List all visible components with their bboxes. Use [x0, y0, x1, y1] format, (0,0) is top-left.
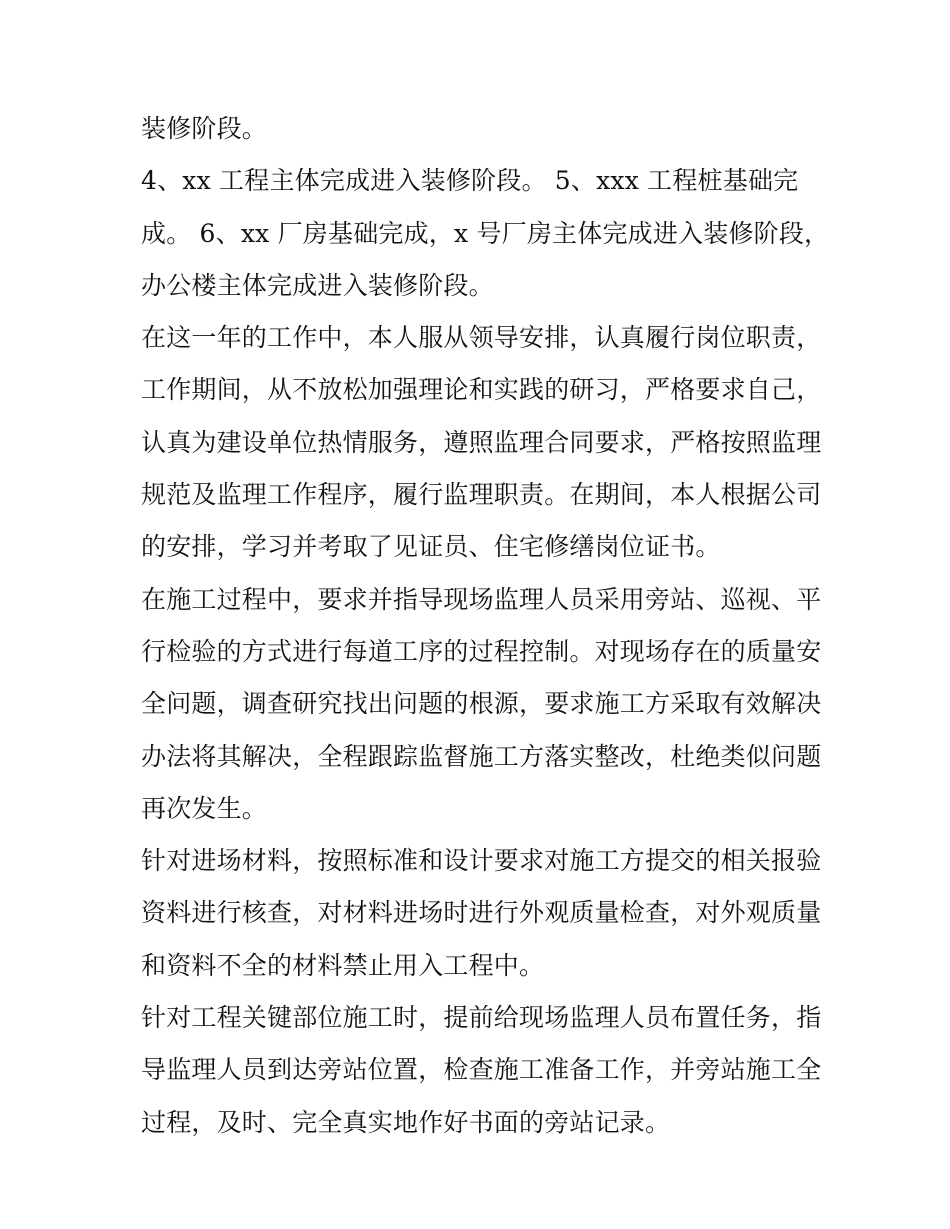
text-line: 成。 6、xx 厂房基础完成，x 号厂房主体完成进入装修阶段， [141, 218, 830, 248]
text-line: 在这一年的工作中，本人服从领导安排，认真履行岗位职责， [141, 323, 822, 353]
text-line: 认真为建设单位热情服务，遵照监理合同要求，严格按照监理 [141, 427, 822, 457]
text-line: 规范及监理工作程序，履行监理职责。在期间，本人根据公司 [141, 480, 822, 510]
text-line: 针对工程关键部位施工时，提前给现场监理人员布置任务，指 [141, 1003, 822, 1033]
text-line: 资料进行核查，对材料进场时进行外观质量检查，对外观质量 [141, 898, 822, 928]
text-line: 和资料不全的材料禁止用入工程中。 [141, 950, 545, 980]
text-line: 办法将其解决，全程跟踪监督施工方落实整改，杜绝类似问题 [141, 741, 822, 771]
text-line: 4、xx 工程主体完成进入装修阶段。 5、xxx 工程桩基础完 [141, 166, 799, 196]
text-line: 的安排，学习并考取了见证员、住宅修缮岗位证书。 [141, 532, 721, 562]
document-body [141, 110, 830, 1156]
text-line: 全问题，调查研究找出问题的根源，要求施工方采取有效解决 [141, 689, 822, 719]
text-line: 工作期间，从不放松加强理论和实践的研习，严格要求自己， [141, 375, 822, 405]
text-line: 再次发生。 [141, 793, 268, 823]
text-line: 在施工过程中，要求并指导现场监理人员采用旁站、巡视、平 [141, 584, 822, 614]
text-line: 过程，及时、完全真实地作好书面的旁站记录。 [141, 1107, 671, 1137]
text-line: 针对进场材料，按照标准和设计要求对施工方提交的相关报验 [141, 846, 822, 876]
text-line: 装修阶段。 [141, 114, 268, 143]
text-line: 行检验的方式进行每道工序的过程控制。对现场存在的质量安 [141, 636, 822, 666]
text-line: 办公楼主体完成进入装修阶段。 [141, 270, 494, 300]
text-line: 导监理人员到达旁站位置，检查施工准备工作，并旁站施工全 [141, 1055, 822, 1085]
